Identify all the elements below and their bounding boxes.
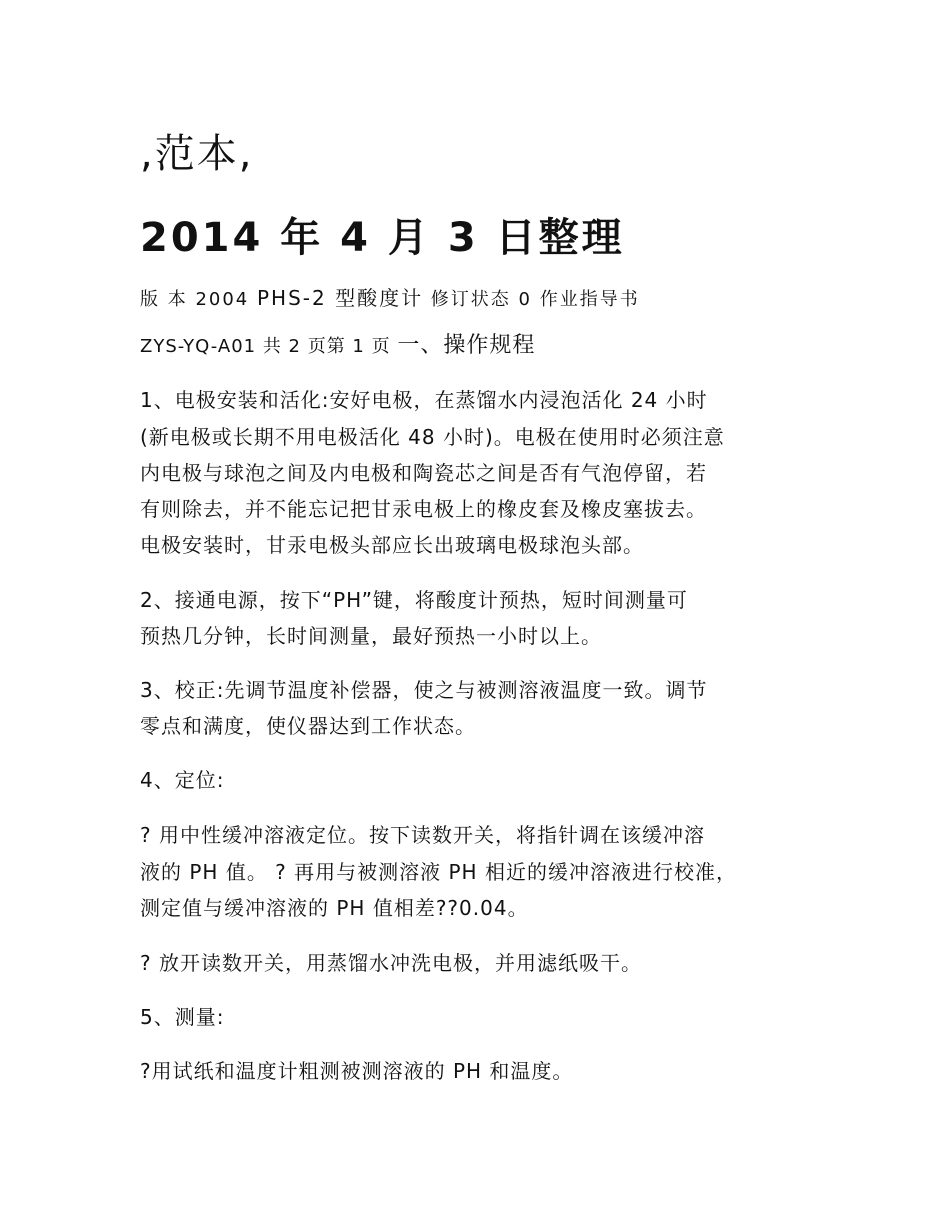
- document-meta-code: [140, 328, 535, 365]
- paragraph-line: 2、接通电源，按下“PH”键，将酸度计预热，短时间测量可: [140, 588, 688, 612]
- meta-code-prefix: ZYS-YQ-A01 共 2 页第 1 页: [140, 336, 398, 357]
- paragraph-line: ? 放开读数开关，用蒸馏水冲洗电极，并用滤纸吸干。: [140, 951, 642, 975]
- meta-model: PHS-2 型酸度计: [256, 286, 424, 310]
- paragraph-line: ? 用中性缓冲溶液定位。按下读数开关，将指针调在该缓冲溶: [140, 823, 705, 847]
- paragraph-line: 有则除去，并不能忘记把甘汞电极上的橡皮套及橡皮塞拔去。: [140, 497, 707, 521]
- paragraph-line: 电极安装时，甘汞电极头部应长出玻璃电极球泡头部。: [140, 533, 644, 557]
- document-title-template: ,范本,: [140, 131, 254, 177]
- paragraph-line: 3、校正:先调节温度补偿器，使之与被测溶液温度一致。调节: [140, 678, 708, 702]
- meta-version-prefix: 版 本 2004: [140, 289, 257, 310]
- paragraph-line: 零点和满度，使仪器达到工作状态。: [140, 714, 476, 738]
- paragraph-line: 5、测量:: [140, 1005, 225, 1029]
- paragraph-line: 测定值与缓冲溶液的 PH 值相差??0.04。: [140, 896, 529, 920]
- paragraph-line: (新电极或长期不用电极活化 48 小时)。电极在使用时必须注意: [140, 425, 725, 449]
- paragraph-line: 预热几分钟，长时间测量，最好预热一小时以上。: [140, 624, 602, 648]
- paragraph-line: 1、电极安装和活化:安好电极，在蒸馏水内浸泡活化 24 小时: [140, 388, 708, 412]
- paragraph-line: 内电极与球泡之间及内电极和陶瓷芯之间是否有气泡停留，若: [140, 461, 707, 485]
- document-title-date: 2014 年 4 月 3 日整理: [140, 215, 625, 261]
- document-meta-version: [140, 280, 640, 318]
- meta-version-suffix: 修订状态 0 作业指导书: [423, 289, 640, 310]
- paragraph-line: ?用试纸和温度计粗测被测溶液的 PH 和温度。: [140, 1059, 574, 1083]
- section-heading: 一、操作规程: [397, 333, 536, 358]
- paragraph-line: 液的 PH 值。 ? 再用与被测溶液 PH 相近的缓冲溶液进行校准，: [140, 860, 737, 884]
- paragraph-line: 4、定位:: [140, 768, 225, 792]
